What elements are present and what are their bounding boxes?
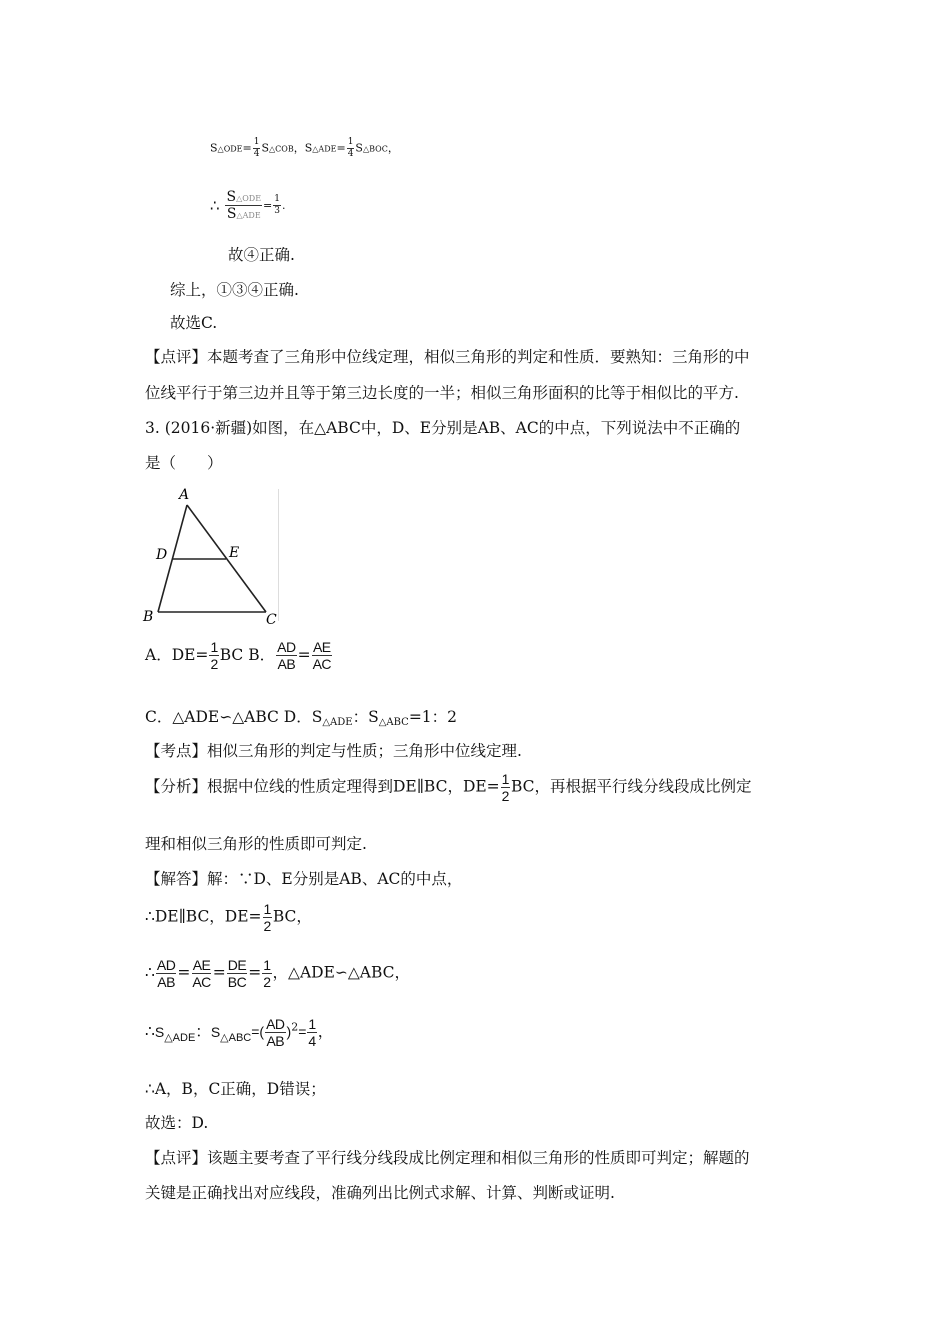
jieda-line-6: 故选：D. xyxy=(145,1114,209,1132)
jieda-line-4: $\therefore S_{\triangle ADE}$：$S_{\triangle ABC}=$( $\frac{AD}{AB}$ )$^2$= $\frac{1}{4}$ ， xyxy=(145,1016,334,1049)
jieda-line-3: ∴ $\frac{AD}{AB}$ = $\frac{AE}{AC}$ = $\frac{DE}{BC}$ = $\frac{1}{2}$ ，△ADE∽△ABC， xyxy=(145,957,411,990)
option-b: B． $\frac{AD}{AB}$ = $\frac{AE}{AC}$ xyxy=(248,639,332,672)
choice-line: 故选C. xyxy=(170,314,218,332)
fraction-one-half: $\frac{1}{2}$ xyxy=(501,771,509,804)
option-d: D．$S_{\triangle ADE}$：$S_{\triangle ABC}=1$：2 xyxy=(283,708,458,728)
kaodian-line: 【考点】相似三角形的判定与性质；三角形中位线定理. xyxy=(145,742,522,760)
vertex-label-c: C xyxy=(266,612,277,625)
question-3-line-2: 是（ ） xyxy=(145,454,223,472)
option-a: A．DE= $\frac{1}{2}$ BC xyxy=(145,639,244,672)
fenxi-line-2: 理和相似三角形的性质即可判定. xyxy=(145,835,367,853)
vertex-label-e: E xyxy=(229,545,240,561)
dianping-line-1: 【点评】该题主要考查了平行线分线段成比例定理和相似三角形的性质即可判定；解题的 xyxy=(145,1149,750,1167)
fraction-one-quarter: $\frac{1}{4}$ xyxy=(347,137,354,159)
options-c-d xyxy=(145,705,457,728)
comment-line-2: 位线平行于第三边并且等于第三边长度的一半；相似三角形面积的比等于相似比的平方. xyxy=(145,384,739,402)
fenxi-line-1: 【分析】根据中位线的性质定理得到DE∥BC，DE= $\frac{1}{2}$ BC，再根据平行线分线段成比例定 xyxy=(145,771,752,804)
dianping-line-2: 关键是正确找出对应线段，准确列出比例式求解、计算、判断或证明. xyxy=(145,1184,615,1202)
area-ratio-fraction: $\frac{\text{S△ODE}}{\text{S△ADE}}$ xyxy=(226,189,262,222)
triangle-figure xyxy=(140,485,285,625)
vertex-label-a: A xyxy=(179,487,190,503)
summary-line: 综上，①③④正确. xyxy=(170,281,299,299)
area-relation-line: S△ODE= $\frac{1}{4}$ S△COB，S△ADE= $\frac{1}{4}$ S△BOC， xyxy=(210,137,399,159)
options-a-b xyxy=(145,640,333,671)
comment-line-1: 【点评】本题考查了三角形中位线定理，相似三角形的判定和性质．要熟知：三角形的中 xyxy=(145,348,750,366)
area-ratio-line: ∴ $\frac{\text{S△ODE}}{\text{S△ADE}}$ = $\frac{1}{3}$ . xyxy=(210,189,286,222)
fraction-one-quarter: $\frac{1}{4}$ xyxy=(253,137,260,159)
jieda-line-2: ∴DE∥BC，DE= $\frac{1}{2}$ BC， xyxy=(145,901,312,934)
vertex-label-b: B xyxy=(143,609,154,625)
vertex-label-d: D xyxy=(156,547,168,563)
figure-border xyxy=(278,489,279,621)
fraction-one-third: $\frac{1}{3}$ xyxy=(274,194,280,216)
option-c: C．△ADE∽△ABC xyxy=(145,708,279,726)
jieda-line-5: ∴A，B，C正确，D错误； xyxy=(145,1080,326,1098)
conclusion-four: 故④正确. xyxy=(228,246,295,264)
fraction-one-half: $\frac{1}{2}$ xyxy=(263,901,271,934)
jieda-line-1: 【解答】解：∵D、E分别是AB、AC的中点， xyxy=(145,870,463,888)
question-3-line-1: 3. (2016·新疆)如图，在△ABC中，D、E分别是AB、AC的中点，下列说法中不正确的 xyxy=(145,419,741,437)
